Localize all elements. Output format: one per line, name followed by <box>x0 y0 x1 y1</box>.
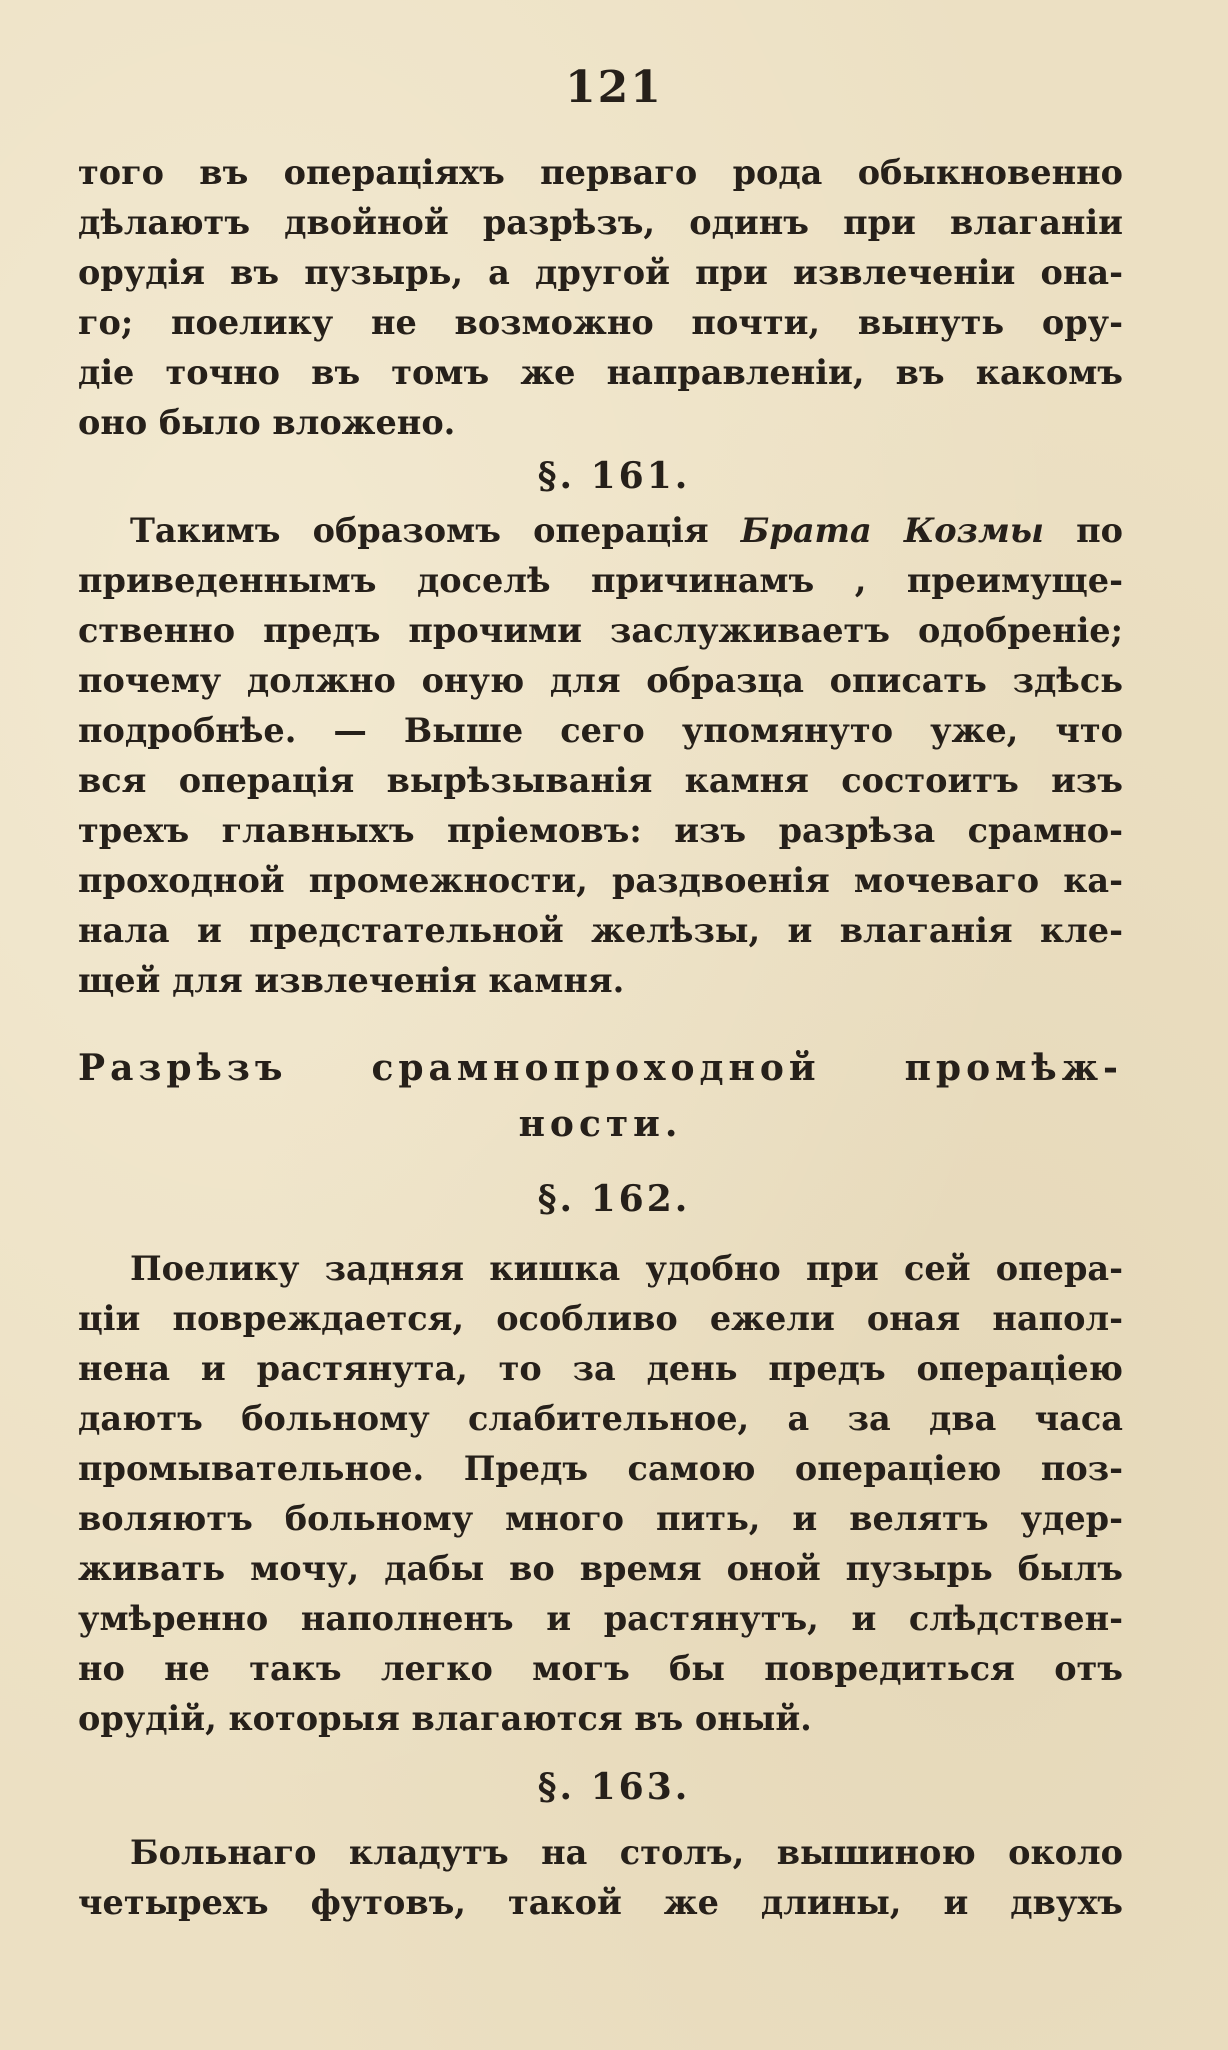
section-number-161: §. 161. <box>537 455 691 497</box>
text-line: промывательное. Предъ самою операціею поз- <box>78 1449 1123 1488</box>
text-line: приведеннымъ доселѣ причинамъ , преимуще- <box>78 561 1123 600</box>
text-line: ціи повреждается, особливо ежели оная напол- <box>78 1299 1123 1338</box>
text-line: но не такъ легко могъ бы повредиться отъ <box>78 1649 1123 1688</box>
section-number-163: §. 163. <box>537 1766 691 1808</box>
text-line <box>78 506 1123 556</box>
text-line: Больнаго кладутъ на столъ, вышиною около <box>130 1833 1123 1872</box>
text-line: нена и растянута, то за день предъ операціею <box>78 1349 1123 1388</box>
text-line: орудій, которыя влагаются въ оный. <box>78 1699 812 1738</box>
text-line: четырехъ футовъ, такой же длины, и двухъ <box>78 1883 1123 1922</box>
text-line: орудія въ пузырь, а другой при извлеченіи она- <box>78 253 1123 292</box>
text-line: того въ операціяхъ перваго рода обыкновенно <box>78 153 1123 192</box>
text-line: даютъ больному слабительное, а за два часа <box>78 1399 1123 1438</box>
text-line: ственно предъ прочими заслуживаетъ одобреніе; <box>78 611 1123 650</box>
text-line: почему должно оную для образца описать здѣсь <box>78 661 1123 700</box>
text-line: трехъ главныхъ пріемовъ: изъ разрѣза срамно- <box>78 811 1123 850</box>
heading-line: Разрѣзъ срамнопроходной промѣж- <box>78 1047 1123 1089</box>
paragraph-continuation <box>78 148 1123 448</box>
paragraph-161 <box>78 506 1123 1006</box>
page-number: 121 <box>565 62 663 113</box>
text-segment: Такимъ образомъ операція <box>130 511 709 550</box>
italic-name: Брата Козмы <box>740 511 1044 550</box>
text-line: діе точно въ томъ же направленіи, въ какомъ <box>78 353 1123 392</box>
text-line: Поелику задняя кишка удобно при сей опера- <box>130 1249 1123 1288</box>
text-line: вся операція вырѣзыванія камня состоитъ изъ <box>78 761 1123 800</box>
heading-line: ности. <box>518 1103 683 1145</box>
section-heading <box>78 1040 1123 1152</box>
section-number-162: §. 162. <box>537 1178 691 1220</box>
text-line: подробнѣе. — Выше сего упомянуто уже, что <box>78 711 1123 750</box>
text-line: щей для извлеченія камня. <box>78 961 625 1000</box>
paragraph-162 <box>78 1244 1123 1744</box>
text-line: го; поелику не возможно почти, вынуть ору- <box>78 303 1123 342</box>
text-line: живать мочу, дабы во время оной пузырь былъ <box>78 1549 1123 1588</box>
text-line: оно было вложено. <box>78 403 456 442</box>
paragraph-163 <box>78 1828 1123 1928</box>
text-line: проходной промежности, раздвоенія мочеваго ка- <box>78 861 1123 900</box>
text-line: воляютъ больному много пить, и велятъ удер- <box>78 1499 1123 1538</box>
text-line: нала и предстательной желѣзы, и влаганія кле- <box>78 911 1123 950</box>
text-line: умѣренно наполненъ и растянутъ, и слѣдствен- <box>78 1599 1123 1638</box>
text-segment: по <box>1076 511 1123 550</box>
text-line: дѣлаютъ двойной разрѣзъ, одинъ при влаганіи <box>78 203 1123 242</box>
